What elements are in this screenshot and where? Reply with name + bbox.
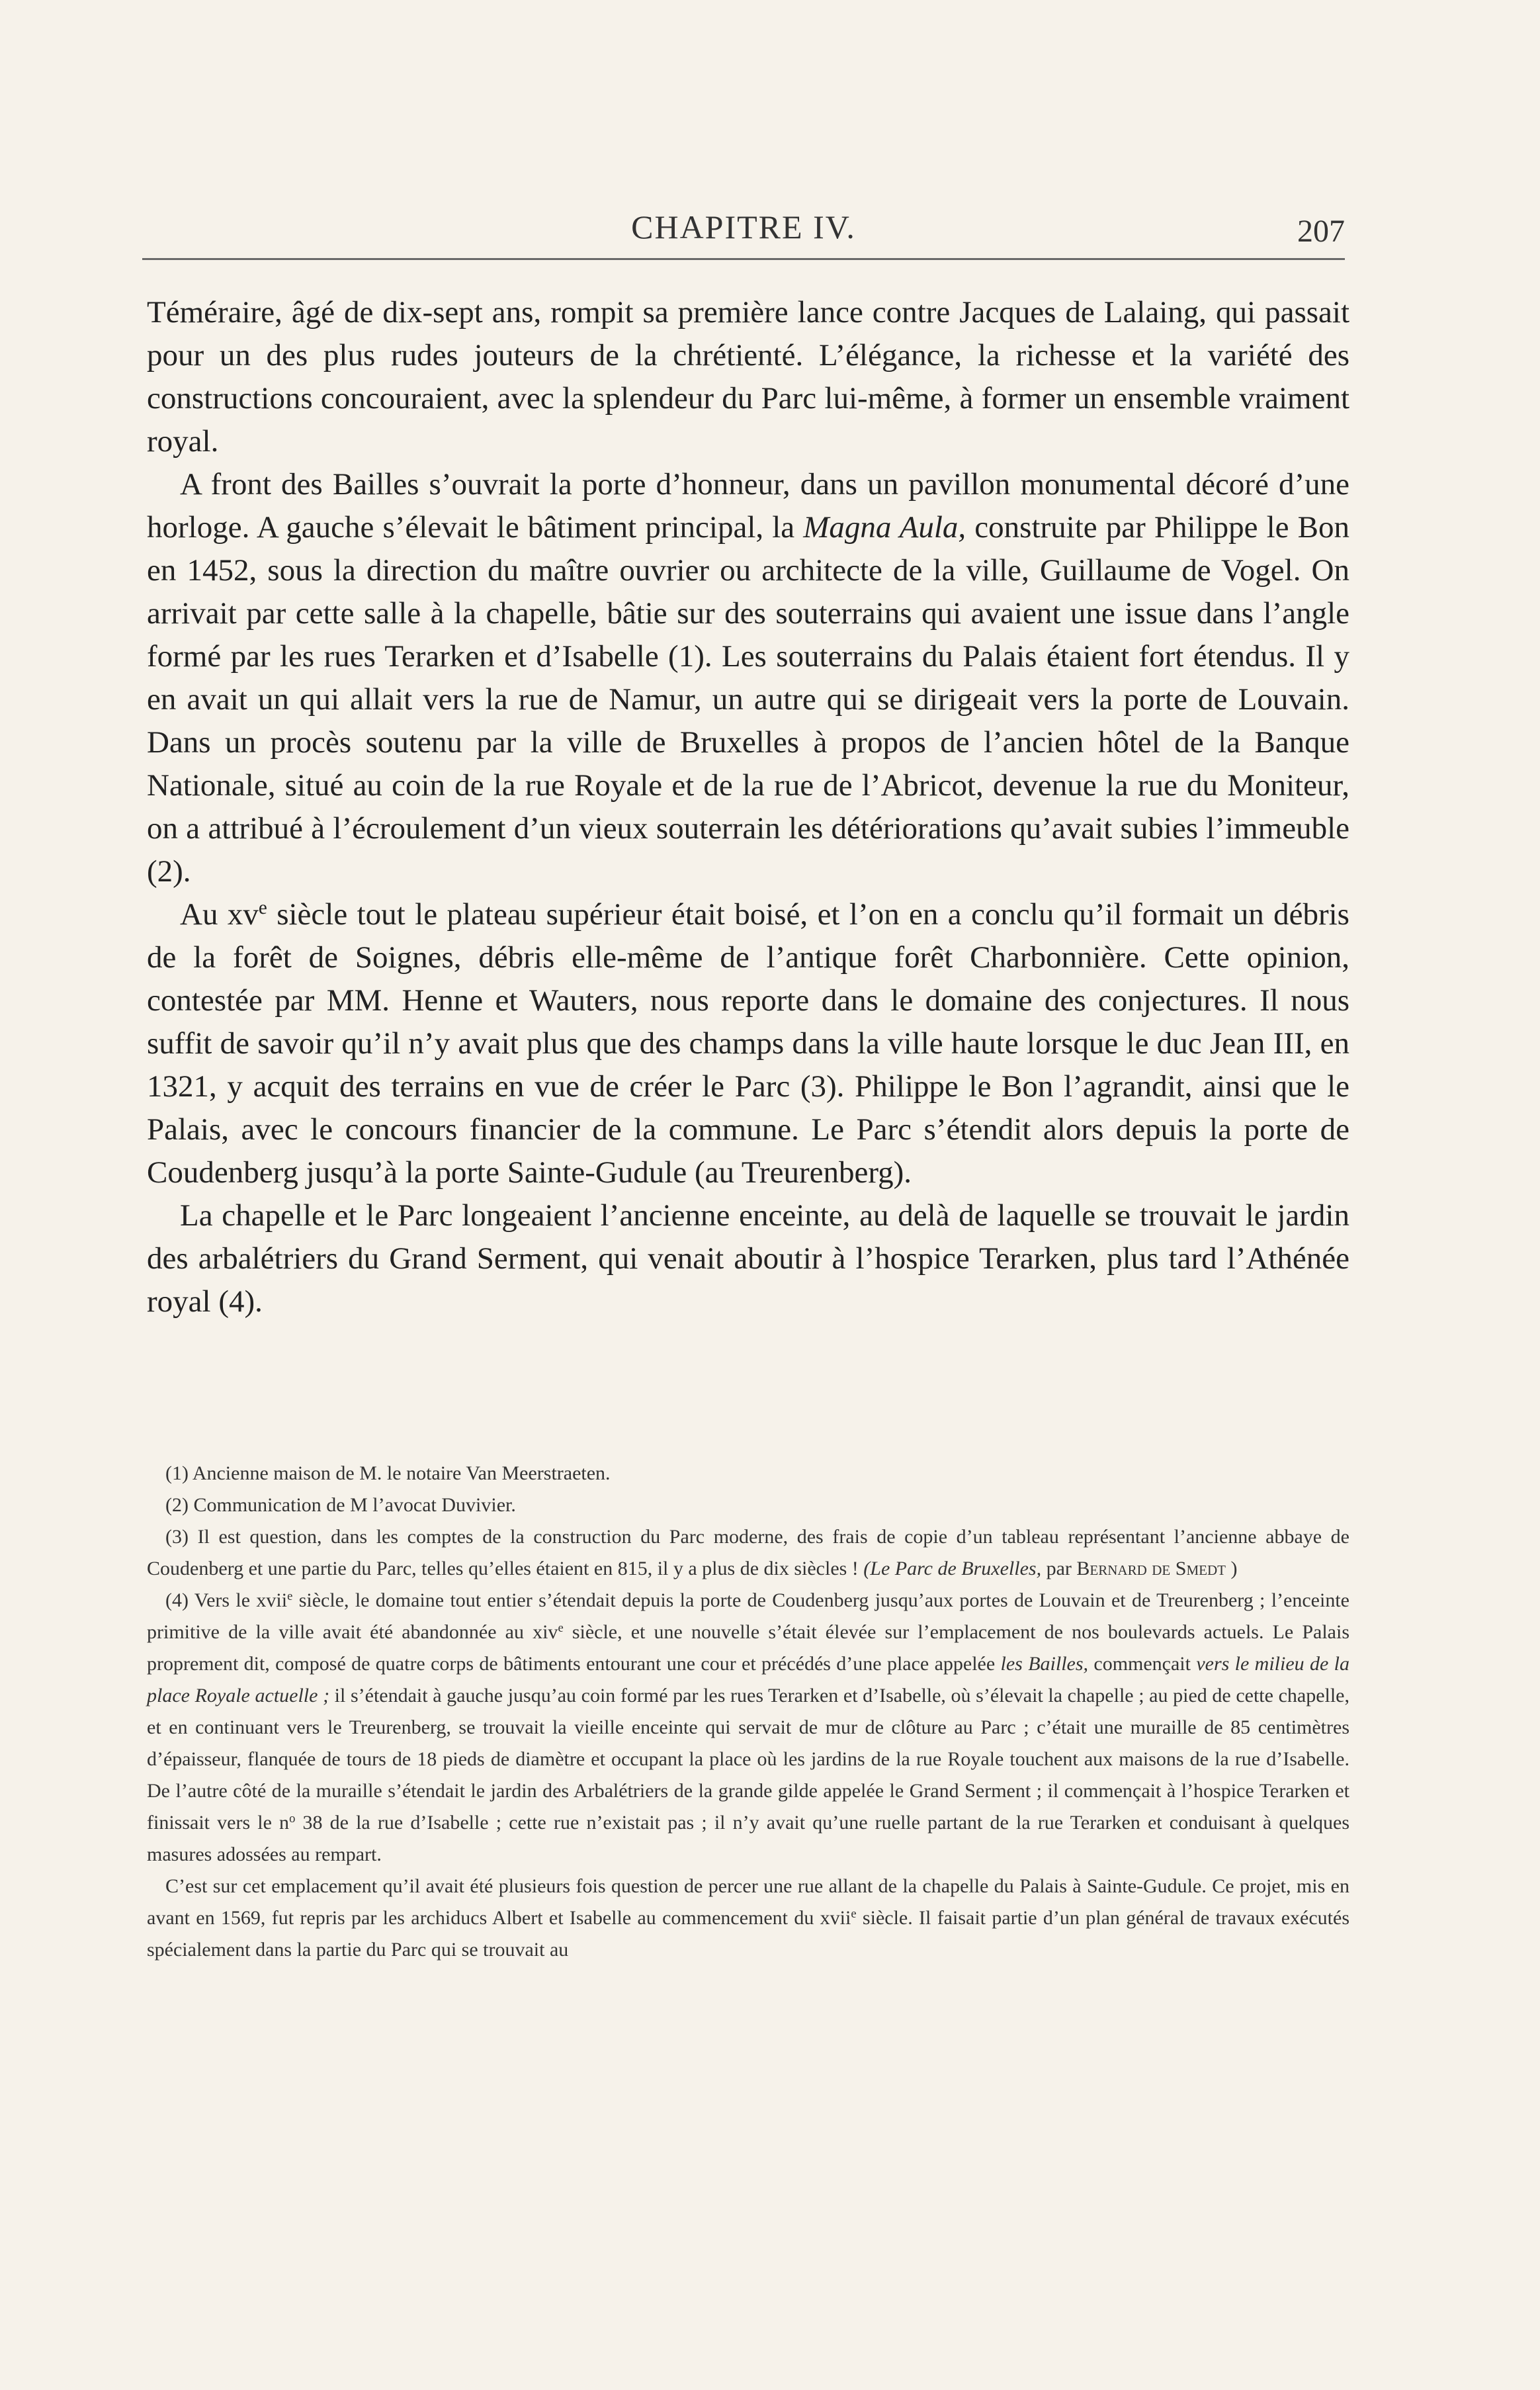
text-run: siècle tout le plateau supérieur était boisé, et l’on en a conclu qu’il formait un débris de la forêt de Soignes, débris elle-même de l’antique forêt Charbonnière. Cette opinion, contestée par MM. Henne et Wauters, nous reporte dans le domaine des conjectures. Il nous suffit de savoir qu’il n’y avait plus que des champs dans la ville haute lorsque le duc Jean III, en 1321, y acquit des terrains en vue de créer le Parc (3). Philippe le Bon l’agrandit, ainsi que le Palais, avec le concours financier de la commune. Le Parc s’étendit alors depuis la porte de Coudenberg jusqu’à la porte Sainte-Gudule (au Treurenberg). — [147, 897, 1349, 1190]
text-run: siècle. Il faisait partie d’un plan général de travaux exécutés spécialement dans la partie du Parc qui se trouvait au — [147, 1907, 1350, 1961]
paragraph — [147, 463, 1349, 893]
text-run: ) — [1225, 1558, 1238, 1579]
text-run: (4) Vers le xvii — [165, 1589, 288, 1611]
paragraph — [147, 291, 1349, 463]
footnote — [147, 1489, 1349, 1521]
running-header — [142, 199, 1345, 260]
text-run: 38 de la rue d’Isabelle ; cette rue n’existait pas ; il n’y avait qu’une ruelle partant de la rue Terarken et conduisant à quelques masures adossées au rempart. — [147, 1812, 1349, 1865]
superscript: e — [258, 897, 267, 918]
italic-text: (Le Parc de Bruxelles, — [863, 1558, 1042, 1579]
paragraph — [147, 893, 1349, 1194]
text-run: La chapelle et le Parc longeaient l’ancienne enceinte, au delà de laquelle se trouvait le jardin des arbalétriers du Grand Serment, qui venait aboutir à l’hospice Terarken, plus tard l’Athénée royal (4). — [147, 1198, 1349, 1319]
chapter-title: CHAPITRE IV. — [631, 208, 856, 245]
superscript: e — [287, 1589, 293, 1603]
text-run: (2) Communication de M l’avocat Duvivier. — [165, 1494, 516, 1516]
footnote — [147, 1585, 1349, 1871]
text-run: Au xv — [180, 897, 259, 932]
text-run: A front des Bailles s’ouvrait la porte d’honneur, dans un pavillon monumental décoré d’une horloge. A gauche s’élevait le bâtiment principal, la — [147, 467, 1349, 545]
italic-text: vers le milieu de la place Royale actuelle ; — [147, 1653, 1349, 1706]
superscript: e — [851, 1906, 857, 1921]
text-run: Téméraire, âgé de dix-sept ans, rompit sa première lance contre Jacques de Lalaing, qui passait pour un des plus rudes jouteurs de la chrétienté. L’élégance, la richesse et la variété des constructions concouraient, avec la splendeur du Parc lui-même, à former un ensemble vraiment royal. — [147, 295, 1349, 459]
footnotes — [147, 1458, 1349, 1966]
footnote — [147, 1871, 1349, 1966]
paragraph — [147, 1194, 1349, 1323]
text-run: C’est sur cet emplacement qu’il avait été plusieurs fois question de percer une rue allant de la chapelle du Palais à Sainte-Gudule. Ce projet, mis en avant en 1569, fut repris par les archiducs Albert et Isabelle au commencement du xvii — [147, 1875, 1349, 1929]
text-run: par — [1041, 1558, 1077, 1579]
body-text — [147, 291, 1349, 1323]
page-number: 207 — [1297, 214, 1345, 249]
text-run: commençait — [1088, 1653, 1197, 1675]
footnote — [147, 1521, 1349, 1585]
text-run: siècle, le domaine tout entier s’étendait depuis la porte de Coudenberg jusqu’aux portes de Louvain et de Treurenberg ; l’enceinte primitive de la ville avait été abandonnée au xiv — [147, 1589, 1349, 1643]
italic-text: les Bailles, — [1000, 1653, 1089, 1675]
text-run: (3) Il est question, dans les comptes de la construction du Parc moderne, des frais de copie d’un tableau représentant l’ancienne abbaye de Coudenberg et une partie du Parc, telles qu’elles étaient en 815, il y a plus de dix siècles ! — [147, 1526, 1349, 1579]
footnote — [147, 1458, 1349, 1489]
text-run: il s’étendait à gauche jusqu’au coin formé par les rues Terarken et d’Isabelle, où s’élevait la chapelle ; au pied de cette chapelle, et en continuant vers le Treurenberg, se trouvait la vieille enceinte qui servait de mur de clôture au Parc ; c’était une muraille de 85 centimètres d’épaisseur, flanquée de tours de 18 pieds de diamètre et occupant la place où les jardins de la rue Royale touchent aux maisons de la rue d’Isabelle. De l’autre côté de la muraille s’étendait le jardin des Arbalétriers de la grande gilde appelée le Grand Serment ; il commençait à l’hospice Terarken et finissait vers le n — [147, 1685, 1349, 1834]
author-name: Bernard de Smedt — [1076, 1558, 1226, 1579]
text-run: siècle, et une nouvelle s’était élevée sur l’emplacement de nos boulevards actuels. Le Palais proprement dit, composé de quatre corps de bâtiments entourant une cour et précédés d’une place appelée — [147, 1621, 1349, 1675]
text-run: (1) Ancienne maison de M. le notaire Van Meerstraeten. — [165, 1462, 611, 1484]
italic-text: Magna Aula, — [803, 510, 966, 545]
superscript: e — [558, 1620, 564, 1635]
superscript: o — [289, 1811, 296, 1826]
text-run: construite par Philippe le Bon en 1452, sous la direction du maître ouvrier ou architecte de la ville, Guillaume de Vogel. On arrivait par cette salle à la chapelle, bâtie sur des souterrains qui avaient une issue dans l’angle formé par les rues Terarken et d’Isabelle (1). Les souterrains du Palais étaient fort étendus. Il y en avait un qui allait vers la rue de Namur, un autre qui se dirigeait vers la porte de Louvain. Dans un procès soutenu par la ville de Bruxelles à propos de l’ancien hôtel de la Banque Nationale, situé au coin de la rue Royale et de la rue de l’Abricot, devenue la rue du Moniteur, on a attribué à l’écroulement d’un vieux souterrain les détériorations qu’avait subies l’immeuble (2). — [147, 510, 1349, 889]
